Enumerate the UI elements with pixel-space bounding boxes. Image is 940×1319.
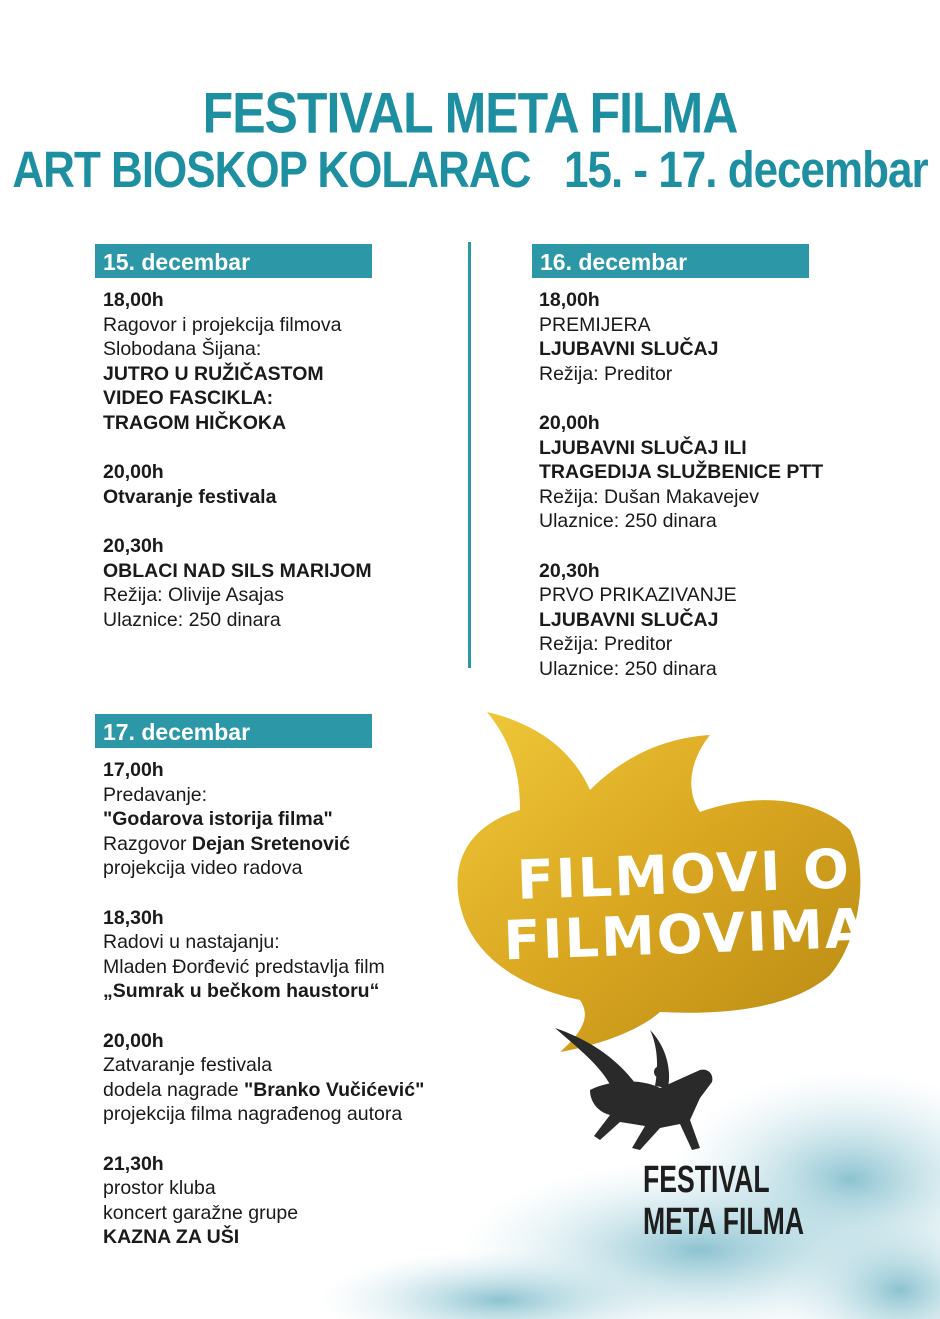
event-line-part: Zatvaranje festivala: [103, 1054, 273, 1077]
event-line: Ragovor i projekcija filmova: [103, 313, 342, 336]
event-time: 17,00h: [103, 759, 164, 781]
bubble-text-line2: FILMOVIMA: [502, 896, 870, 973]
event-line-part: Predavanje:: [103, 783, 208, 806]
brand-line2: META FILMA: [643, 1201, 805, 1243]
event-line-part: projekcija filma nagrađenog autora: [103, 1103, 403, 1126]
venue-dates-subtitle: ART BIOSKOP KOLARAC 15. - 17. decembar: [12, 142, 928, 199]
event-line-part: Razgovor: [103, 832, 192, 855]
event-line: TRAGOM HIČKOKA: [103, 411, 287, 434]
event-line: Otvaranje festivala: [103, 485, 277, 508]
event-line: JUTRO U RUŽIČASTOM: [103, 362, 324, 385]
event-line: TRAGEDIJA SLUŽBENICE PTT: [539, 461, 824, 484]
event-line: Režija: Preditor: [539, 633, 673, 656]
event-time: 20,30h: [539, 559, 600, 582]
event-line: PRVO PRIKAZIVANJE: [539, 584, 737, 607]
event-line: Režija: Dušan Makavejev: [539, 485, 760, 508]
event-line-part: Dejan Sretenović: [191, 832, 351, 855]
event-line-part: „Sumrak u bečkom haustoru“: [103, 980, 380, 1003]
event-line: Ulaznice: 250 dinara: [103, 608, 281, 631]
event-line-part: Mladen Đorđević predstavlja film: [103, 955, 385, 978]
event-line: VIDEO FASCIKLA:: [103, 387, 274, 410]
event-line: Režija: Olivije Asajas: [103, 584, 284, 607]
event-time: 20,30h: [103, 534, 164, 557]
festival-title: FESTIVAL META FILMA: [202, 80, 738, 146]
event-line-part: KAZNA ZA UŠI: [103, 1226, 240, 1249]
event-line-part: projekcija video radova: [103, 857, 303, 880]
brand-logo: [643, 1160, 843, 1250]
event-time: 18,00h: [539, 289, 600, 311]
event-line: LJUBAVNI SLUČAJ: [539, 338, 719, 361]
event-time: 21,30h: [103, 1152, 164, 1175]
event-line-part: "Branko Vučićević": [243, 1078, 425, 1101]
event-line: LJUBAVNI SLUČAJ: [539, 608, 719, 631]
bubble-text-line1: FILMOVI O: [515, 837, 853, 912]
event-line: OBLACI NAD SILS MARIJOM: [103, 559, 372, 582]
event-line-part: Radovi u nastajanju:: [103, 931, 280, 954]
day-header-16: 16. decembar: [532, 244, 809, 278]
pegasus-icon: [555, 1028, 712, 1150]
event-time: 20,00h: [103, 1029, 164, 1052]
brand-line1: FESTIVAL: [643, 1159, 770, 1201]
event-line-part: koncert garažne grupe: [103, 1201, 299, 1224]
event-line-part: dodela nagrade: [103, 1078, 244, 1101]
day-header-15: 15. decembar: [95, 244, 372, 278]
event-time: 18,00h: [103, 289, 164, 311]
event-line: Ulaznice: 250 dinara: [539, 510, 717, 533]
event-time: 20,00h: [539, 411, 600, 434]
event-line: PREMIJERA: [539, 313, 651, 336]
event-line-part: "Godarova istorija filma": [103, 808, 333, 831]
event-time: 20,00h: [103, 461, 164, 484]
event-time: 18,30h: [103, 906, 164, 929]
event-line: Slobodana Šijana:: [103, 338, 262, 361]
event-line: Ulaznice: 250 dinara: [539, 657, 717, 680]
event-line-part: prostor kluba: [103, 1177, 216, 1200]
event-line: LJUBAVNI SLUČAJ ILI: [539, 436, 747, 459]
bubble-text: [488, 838, 882, 972]
event-line: Režija: Preditor: [539, 362, 673, 385]
day-header-17: 17. decembar: [95, 714, 372, 748]
